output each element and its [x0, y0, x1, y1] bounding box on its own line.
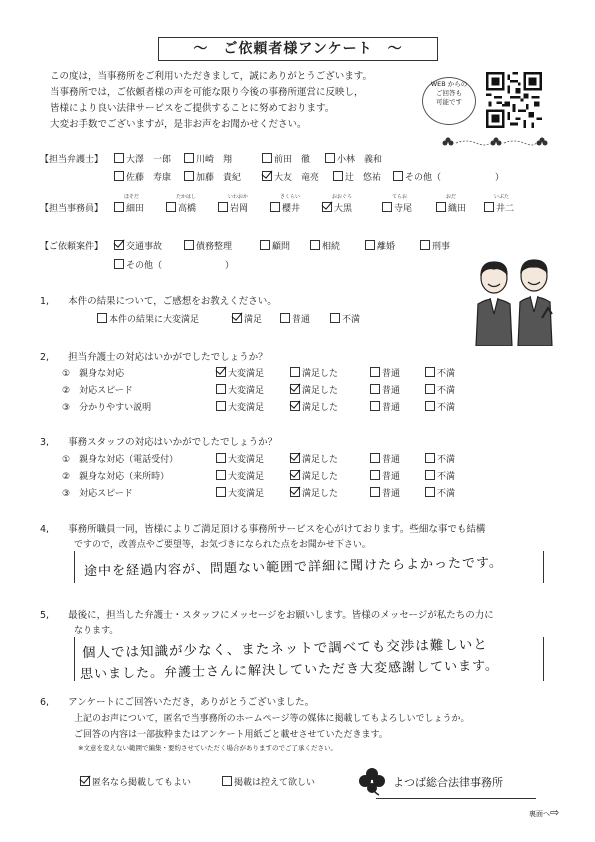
bubble-line: ご回答も: [436, 89, 462, 97]
q3-option[interactable]: 大変満足: [216, 469, 264, 482]
q2-option-checked[interactable]: 満足した: [290, 383, 338, 396]
q3-option[interactable]: 不満: [425, 452, 455, 465]
staff-option[interactable]: 井二: [484, 201, 514, 214]
case-option[interactable]: 離婚: [365, 239, 395, 252]
q2-option[interactable]: 大変満足: [216, 383, 264, 396]
next-page-link[interactable]: [529, 806, 559, 819]
edit-note: ※文意を変えない範囲で編集・要約させていただく場合がありますのでご了承ください。: [78, 744, 337, 752]
lawyer-option[interactable]: 川崎 翔: [184, 152, 232, 165]
lawyer-option[interactable]: 加藤 貴紀: [184, 170, 241, 183]
bubble-line: WEB からの: [430, 80, 468, 88]
q2-option-checked[interactable]: 大変満足: [216, 366, 264, 379]
q1-option-checked[interactable]: 満足: [232, 312, 262, 325]
question-4-line2: ですので，改善点やご要望等，お気づきになられた点をお聞かせ下さい。: [74, 540, 371, 550]
q3-option[interactable]: 普通: [370, 486, 400, 499]
staff-option-checked[interactable]: 大黒: [322, 201, 352, 214]
question-3: 3, 事務スタッフの対応はいかがでしたでしょうか？: [40, 437, 278, 448]
staff-ruby: おおぐろ: [332, 194, 353, 200]
case-option[interactable]: 債務整理: [184, 239, 232, 252]
qr-code[interactable]: [486, 72, 542, 128]
q3-option[interactable]: 大変満足: [216, 452, 264, 465]
footer-rule: [376, 798, 536, 799]
question-5: 5, 最後に，担当した弁護士・スタッフにメッセージをお願いします。皆様のメッセージが私たちの力に: [40, 610, 494, 621]
question-6-line2: 上記のお声について，匿名で当事務所のホームページ等の媒体に掲載してもよろしいでしょうか。: [74, 714, 470, 724]
consent-option-checked[interactable]: 匿名なら掲載してもよい: [80, 775, 191, 788]
case-option-other[interactable]: その他（ ）: [114, 258, 234, 271]
question-4: 4, 事務所職員一同，皆様によりご満足頂ける事務所サービスを心がけております。些細な事でも結構: [40, 524, 486, 535]
lawyer-option[interactable]: 小林 義和: [325, 152, 382, 165]
consent-option[interactable]: 掲載は控えて欲しい: [222, 775, 315, 788]
staff-ruby: てらお: [392, 194, 408, 200]
case-option[interactable]: 刑事: [420, 239, 450, 252]
q2-option[interactable]: 満足した: [290, 366, 338, 379]
q1-option[interactable]: 不満: [330, 312, 360, 325]
q3-option-checked[interactable]: 満足した: [290, 486, 338, 499]
staff-ruby: さくらい: [280, 194, 301, 200]
q2-option[interactable]: 普通: [370, 400, 400, 413]
q2-row-label: ③ 分かりやすい説明: [62, 403, 152, 413]
arrow-right-icon: ⇨: [550, 806, 560, 819]
staff-option[interactable]: 織田: [436, 201, 466, 214]
q2-row-label: ① 親身な対応: [62, 369, 125, 379]
staff-ruby: いぶた: [494, 194, 510, 200]
q3-option-checked[interactable]: 満足した: [290, 469, 338, 482]
next-page-label: 裏面へ: [529, 810, 550, 818]
lawyer-option[interactable]: 前田 徹: [262, 152, 310, 165]
lawyer-option-checked[interactable]: 大友 竜亮: [262, 170, 319, 183]
q3-row-label: ① 親身な対応（電話受付）: [62, 455, 179, 465]
q3-row-label: ③ 対応スピード: [62, 489, 133, 499]
web-answer-bubble: [422, 77, 476, 125]
q2-option-checked[interactable]: 満足した: [290, 400, 338, 413]
question-2: 2, 担当弁護士の対応はいかがでしたでしょうか？: [40, 352, 268, 363]
intro-line: この度は，当事務所をご利用いただきまして，誠にありがとうございます。: [50, 71, 373, 82]
question-6: 6, アンケートにご回答いただき，ありがとうございました。: [40, 697, 315, 708]
q5-handwritten-answer-line1: 個人では知識が少なく、またネットで調べても交渉は難しいと: [81, 636, 488, 662]
question-5-line2: なります。: [74, 626, 119, 636]
staff-option[interactable]: 寺尾: [382, 201, 412, 214]
case-option-checked[interactable]: 交通事故: [114, 239, 162, 252]
intro-line: 大変お手数でございますが，是非お声をお聞かせください。: [50, 119, 307, 130]
q2-option[interactable]: 不満: [425, 383, 455, 396]
firm-name: よつば総合法律事務所: [393, 776, 503, 789]
lawyer-option-other[interactable]: その他（ ）: [393, 170, 504, 183]
staff-label: 【担当事務員】: [40, 204, 104, 214]
staff-option[interactable]: 櫻井: [270, 201, 300, 214]
q1-option[interactable]: 本件の結果に大変満足: [97, 312, 199, 325]
intro-line: 皆様により良い法律サービスをご提供することに努めております。: [50, 103, 335, 114]
lawyer-label: 【担当弁護士】: [40, 155, 104, 165]
question-1: 1, 本件の結果について，ご感想をお教えください。: [40, 296, 277, 307]
staff-ruby: たかはし: [176, 194, 197, 200]
lawyer-option[interactable]: 佐藤 寿康: [114, 170, 171, 183]
page-title: ～ ご依頼者様アンケート ～: [158, 37, 438, 61]
lawyer-option[interactable]: 大澤 一郎: [114, 152, 171, 165]
q3-option[interactable]: 不満: [425, 486, 455, 499]
q3-option[interactable]: 不満: [425, 469, 455, 482]
q3-option[interactable]: 大変満足: [216, 486, 264, 499]
q3-row-label: ② 親身な対応（来所時）: [62, 472, 170, 482]
bubble-line: 可能です: [436, 98, 462, 106]
case-option[interactable]: 顧問: [260, 239, 290, 252]
q4-handwritten-answer: 途中を経過内容が、問題ない範囲で詳細に聞けたらよかったです。: [83, 555, 504, 580]
question-6-line3: ご回答の内容は一部抜粋またはアンケート用紙ごと載せさせていただきます。: [74, 730, 388, 740]
q2-option[interactable]: 不満: [425, 400, 455, 413]
q2-option[interactable]: 大変満足: [216, 400, 264, 413]
q2-option[interactable]: 普通: [370, 383, 400, 396]
case-option[interactable]: 相続: [310, 239, 340, 252]
q2-option[interactable]: 普通: [370, 366, 400, 379]
staff-option[interactable]: 高橋: [166, 201, 196, 214]
staff-option[interactable]: 細田: [114, 201, 144, 214]
q5-handwritten-answer-line2: 思いました。弁護士さんに解決していただき大変感謝しています。: [79, 658, 500, 683]
staff-option[interactable]: 岩岡: [218, 201, 248, 214]
clover-decoration-icon: [442, 136, 552, 148]
staff-ruby: おだ: [446, 194, 457, 200]
q3-option-checked[interactable]: 満足した: [290, 452, 338, 465]
lawyer-option[interactable]: 辻 悠祐: [333, 170, 381, 183]
clover-logo-icon: [357, 766, 387, 796]
q1-option[interactable]: 普通: [280, 312, 310, 325]
staff-ruby: ほそだ: [124, 194, 140, 200]
lawyers-illustration-icon: [470, 258, 560, 346]
q2-option[interactable]: 不満: [425, 366, 455, 379]
q3-option[interactable]: 普通: [370, 469, 400, 482]
staff-ruby: いわおか: [228, 194, 249, 200]
intro-line: 当事務所では，ご依頼者様の声を可能な限り今後の事務所運営に反映し，: [50, 87, 364, 98]
q3-option[interactable]: 普通: [370, 452, 400, 465]
q2-row-label: ② 対応スピード: [62, 386, 133, 396]
case-label: 【ご依頼案件】: [40, 242, 104, 252]
